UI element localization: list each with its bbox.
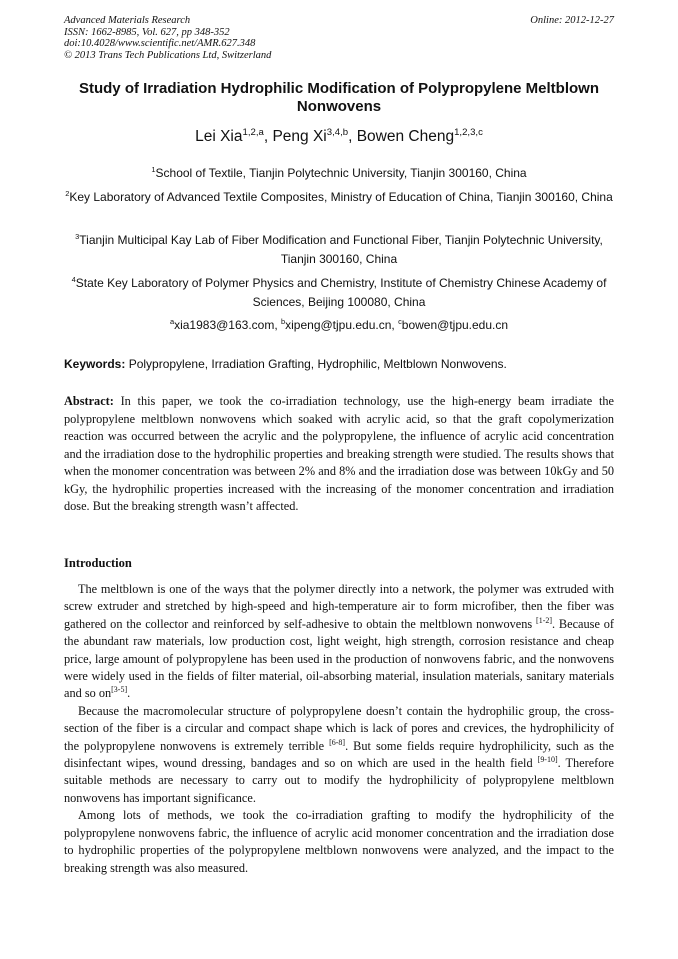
email-address: xipeng@tjpu.edu.cn, bbox=[285, 318, 399, 332]
keywords-label: Keywords: bbox=[64, 357, 126, 371]
citation: [1-2] bbox=[536, 615, 553, 625]
affiliation-number: 1 bbox=[151, 165, 156, 174]
author-superscript: 1,2,a bbox=[242, 126, 264, 138]
email-address: xia1983@163.com, bbox=[174, 318, 281, 332]
abstract bbox=[64, 393, 614, 516]
author-name: Peng Xi bbox=[272, 128, 327, 145]
email-list bbox=[0, 316, 678, 334]
affiliation bbox=[64, 231, 614, 269]
keywords-text: Polypropylene, Irradiation Grafting, Hydrophilic, Meltblown Nonwovens. bbox=[125, 357, 507, 371]
affiliation bbox=[64, 164, 614, 183]
online-date: Online: 2012-12-27 bbox=[530, 15, 614, 26]
citation: [3-5] bbox=[111, 685, 128, 695]
paper-title: Study of Irradiation Hydrophilic Modification of Polypropylene Meltblown Nonwovens bbox=[78, 80, 599, 115]
journal-issn: ISSN: 1662-8985, Vol. 627, pp 348-352 bbox=[64, 26, 230, 38]
email-address: bowen@tjpu.edu.cn bbox=[401, 318, 509, 332]
journal-doi: doi:10.4028/www.scientific.net/AMR.627.348 bbox=[64, 38, 256, 49]
affiliation-text: School of Textile, Tianjin Polytechnic University, Tianjin 300160, China bbox=[155, 166, 527, 180]
author-name: Bowen Cheng bbox=[356, 128, 455, 145]
paragraph: Among lots of methods, we took the co-irradiation grafting to modify the hydrophilicity of the polypropylene nonwovens fabric, the influence of acrylic acid monomer concentration and the irradiation dose to hydrophilic properties of the polypropylene meltblown nonwovens were analyzed, and the impact to the breaking strength was also measured. bbox=[64, 808, 614, 875]
affiliation-text: Key Laboratory of Advanced Textile Composites, Ministry of Education of China, Tianjin 300160, China bbox=[69, 190, 613, 204]
affiliation bbox=[64, 274, 614, 312]
email-superscript: c bbox=[398, 317, 402, 326]
affiliation-number: 4 bbox=[71, 275, 76, 284]
journal-header bbox=[64, 15, 614, 61]
journal-copyright: © 2013 Trans Tech Publications Ltd, Switzerland bbox=[64, 49, 272, 61]
email-superscript: a bbox=[169, 317, 175, 326]
paragraph: Because the macromolecular structure of polypropylene doesn’t contain the hydrophilic group, the cross-section of the fiber is a circular and compact shape which is lack of pores and crevices, the hydrophilicity of the polypropylene nonwovens is extremely terrible [6-8]. But some fields require hydrophilicity, such as the disinfectant wipes, wound dressing, bandages and so on which are used in the health field [9-10]. Therefore suitable methods are necessary to carry out to modify the hydrophilicity of polypropylene meltblown nonwovens has important significance. bbox=[64, 703, 614, 805]
affiliation-number: 3 bbox=[75, 232, 80, 241]
affiliation-number: 2 bbox=[65, 189, 70, 198]
abstract-text: In this paper, we took the co-irradiation technology, use the high-energy beam irradiate the polypropylene meltblown nonwovens which soaked with acrylic acid, so that the graft copolymerization reaction was occurred between the acrylic and the polypropylene, the influence of acrylic acid concentration and the irradiation dose to the hydrophilic properties and breaking strength were studied. The results shows that when the monomer concentration was between 2% and 8% and the irradiation dose was between 10kGy and 50 kGy, the hydrophilic properties increased with the increasing of the monomer concentration and irradiation dose. But the breaking strength wasn’t affected. bbox=[64, 394, 614, 513]
section-heading-introduction: Introduction bbox=[64, 556, 132, 570]
journal-name: Advanced Materials Research bbox=[64, 15, 191, 26]
author-name: Lei Xia bbox=[195, 128, 243, 145]
citation: [6-8] bbox=[329, 737, 346, 747]
author-superscript: 1,2,3,c bbox=[454, 126, 483, 138]
keywords bbox=[64, 355, 614, 373]
affiliation-text: Tianjin Multicipal Kay Lab of Fiber Modification and Functional Fiber, Tianjin Polytechnic University, Tianjin 300160, China bbox=[79, 233, 603, 266]
affiliation bbox=[64, 188, 614, 207]
introduction-body bbox=[64, 581, 614, 877]
abstract-label: Abstract: bbox=[64, 394, 114, 408]
author-superscript: 3,4,b bbox=[326, 126, 349, 138]
citation: [9-10] bbox=[537, 754, 558, 764]
affiliation-text: State Key Laboratory of Polymer Physics and Chemistry, Institute of Chemistry Chinese Academy of Sciences, Beijing 100080, China bbox=[75, 276, 607, 309]
paragraph: The meltblown is one of the ways that the polymer directly into a network, the polymer was extruded with screw extruder and stretched by high-speed and high-temperature air to form microfiber, then the fiber was gathered on the collector and reinforced by self-adhesive to obtain the meltblown nonwovens [1-2]. Because of the abundant raw materials, low production cost, light weight, high strength, corrosion resistance and cheap price, large amount of polypropylene has been used in the production of nonwovens fabric, and the nonwovens were widely used in the fields of filter material, oil-absorbing material, insulation materials, sanitary materials and so on[3-5]. bbox=[64, 582, 614, 701]
email-superscript: b bbox=[281, 317, 286, 326]
author-list: Lei Xia$^{1,2,a}$, Peng Xi$^{3,4,b}$, Bowen Cheng$^{1,2,3,c}$ bbox=[195, 126, 483, 145]
